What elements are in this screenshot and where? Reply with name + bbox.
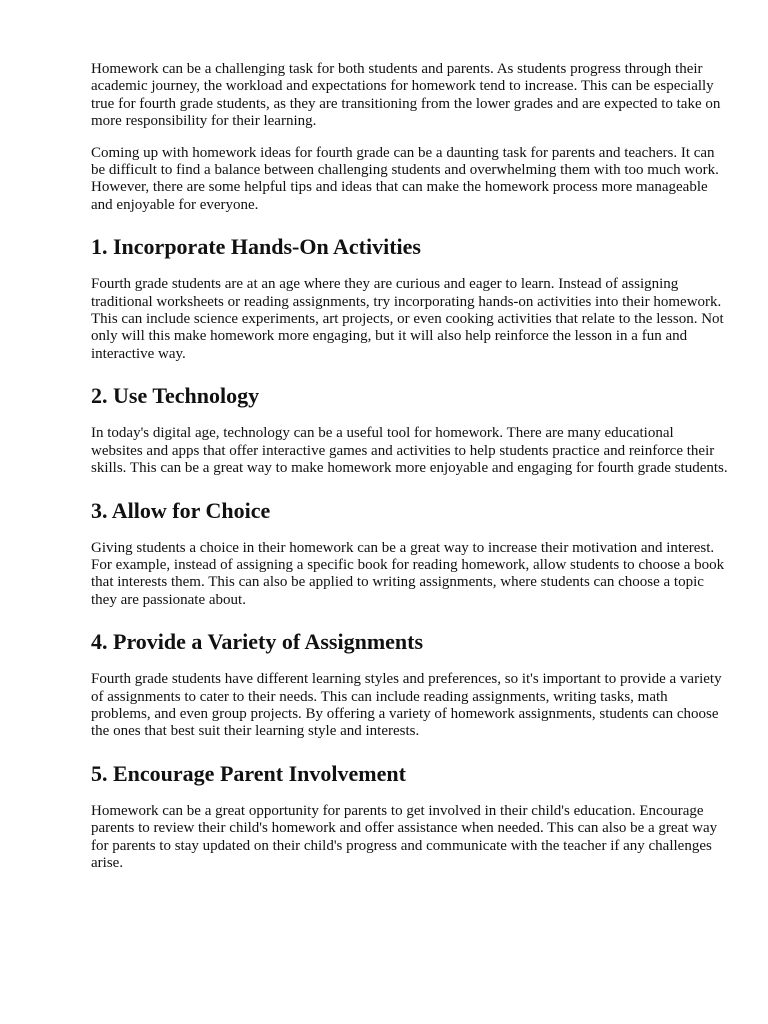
section-variety-of-assignments	[91, 629, 728, 741]
section-body: Fourth grade students have different learning styles and preferences, so it's important to provide a variety of assignments to cater to their needs. This can include reading assignments, writing tasks, math problems, and even group projects. By offering a variety of homework assignments, students can choose the ones that best suit their learning style and interests.	[91, 671, 722, 740]
section-body: Fourth grade students are at an age where they are curious and eager to learn. Instead of assigning traditional worksheets or reading assignments, try incorporating hands-on activities into their homework. This can include science experiments, art projects, or even cooking activities that relate to the lesson. Not only will this make homework more engaging, but it will also help reinforce the lesson in a fun and interactive way.	[91, 276, 724, 362]
section-heading: 5. Encourage Parent Involvement	[91, 760, 406, 786]
section-body: In today's digital age, technology can be a useful tool for homework. There are many educational websites and apps that offer interactive games and activities to help students practice and reinforce their skills. This can be a great way to make homework more enjoyable and engaging for fourth grade students.	[91, 425, 728, 477]
intro-paragraph-2: Coming up with homework ideas for fourth grade can be a daunting task for parents and teachers. It can be difficult to find a balance between challenging students and overwhelming them with too much work. However, there are some helpful tips and ideas that can make the homework process more manageable and enjoyable for everyone.	[91, 144, 719, 213]
section-body: Homework can be a great opportunity for parents to get involved in their child's education. Encourage parents to review their child's homework and offer assistance when needed. This can also be a great way for parents to stay updated on their child's progress and communicate with the teacher if any challenges arise.	[91, 802, 718, 871]
section-parent-involvement	[91, 761, 728, 873]
section-heading: 3. Allow for Choice	[91, 497, 271, 523]
section-body: Giving students a choice in their homework can be a great way to increase their motivation and interest. For example, instead of assigning a specific book for reading homework, allow students to choose a book that interests them. This can also be applied to writing assignments, where students can choose a topic they are passionate about.	[91, 539, 725, 608]
section-heading: 4. Provide a Variety of Assignments	[91, 629, 424, 655]
section-hands-on-activities	[91, 234, 728, 363]
section-use-technology	[91, 383, 728, 477]
intro-paragraph-1: Homework can be a challenging task for both students and parents. As students progress through their academic journey, the workload and expectations for homework tend to increase. This can be especially true for fourth grade students, as they are transitioning from the lower grades and are expected to take on more responsibility for their learning.	[91, 61, 721, 130]
section-heading: 2. Use Technology	[91, 383, 260, 409]
section-allow-for-choice	[91, 498, 728, 610]
section-heading: 1. Incorporate Hands-On Activities	[91, 234, 421, 260]
